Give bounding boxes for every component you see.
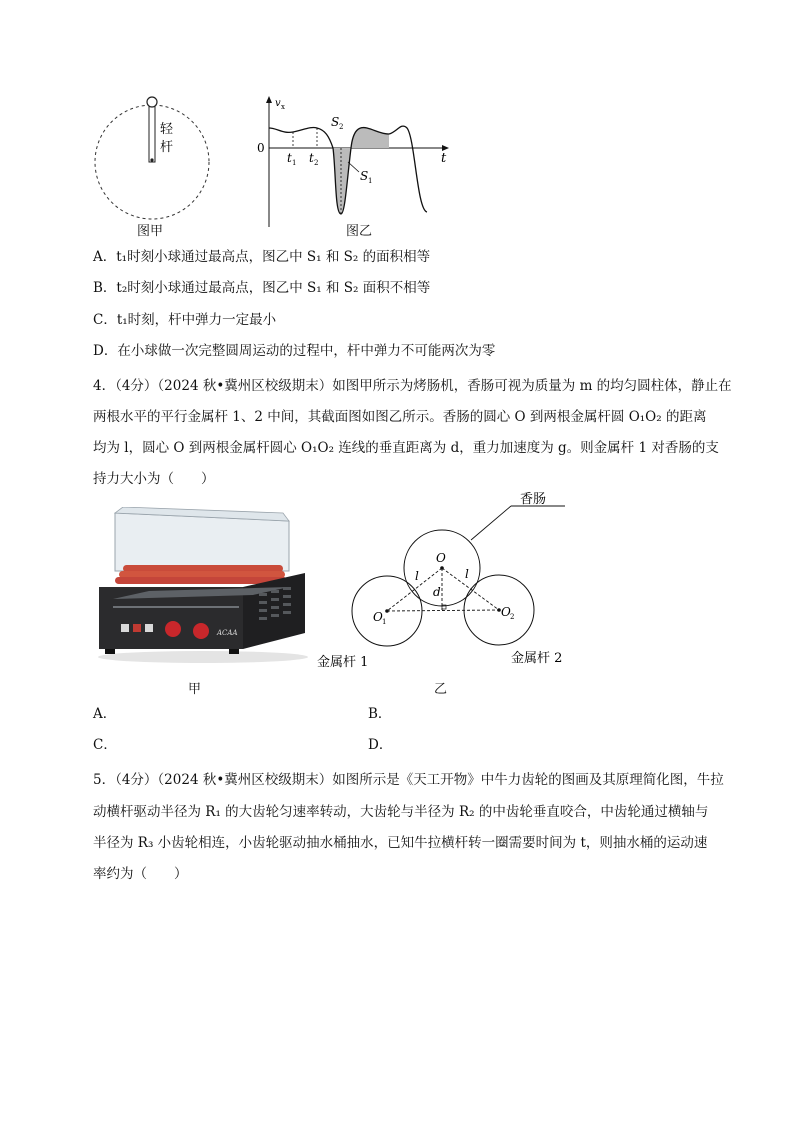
vx-label-sub: x (281, 103, 285, 111)
l-label-left: l (415, 569, 419, 583)
figure-right-caption: 图乙 (346, 224, 373, 239)
t2-label: t (309, 151, 314, 165)
q4-option-a: A． (93, 706, 117, 722)
q4-line-3: 均为 l，圆心 O 到两根金属杆圆心 O₁O₂ 连线的垂直距离为 d，重力加速度为 g。则金属杆 1 对香肠的支 (93, 440, 719, 456)
rod-label-2: 杆 (160, 140, 174, 155)
velocity-curve (269, 126, 427, 214)
rod1-label: 金属杆 1 (317, 655, 369, 670)
t1-label-sub: 1 (292, 159, 297, 167)
pivot-point (150, 158, 153, 161)
q3-option-b: B．t₂时刻小球通过最高点，图乙中 S₁ 和 S₂ 面积不相等 (93, 280, 431, 296)
d-label: d (433, 585, 441, 599)
q4-line-2: 两根水平的平行金属杆 1、2 中间，其截面图如图乙所示。香肠的圆心 O 到两根金属杆圆 O₁O₂ 的距离 (93, 409, 707, 425)
q4-line-1: 4．（4分）（2024 秋•冀州区校级期末）如图甲所示为烤肠机，香肠可视为质量为 m 的均匀圆柱体，静止在 (93, 378, 732, 394)
o-label: O (436, 551, 446, 565)
o1-label: O (373, 610, 383, 624)
figure-velocity-graph (255, 92, 455, 232)
s1-label-sub: 1 (368, 177, 373, 185)
t-axis-label: t (441, 151, 447, 166)
q4-option-c: C． (93, 737, 117, 753)
light-rod (149, 106, 155, 162)
vx-label: v (275, 98, 281, 109)
sausages (115, 565, 287, 584)
brand-label: ACAA (217, 629, 238, 637)
sausage-pointer (471, 506, 511, 540)
q5-line-1: 5．（4分）（2024 秋•冀州区校级期末）如图所示是《天工开物》中牛力齿轮的图画及其原理简化图，牛拉 (93, 772, 724, 788)
t1-label: t (287, 151, 292, 165)
figure-left-caption: 图甲 (137, 224, 164, 239)
diagram-caption: 乙 (434, 682, 448, 697)
s2-label-sub: 2 (339, 123, 344, 131)
line-o-o2 (442, 568, 499, 610)
switch-1 (121, 624, 129, 632)
line-o1-o2 (387, 610, 499, 611)
switch-2 (133, 624, 141, 632)
q4-line-4: 持力大小为（ ） (93, 471, 215, 487)
ball (147, 97, 157, 107)
figure-circle-rod (90, 92, 215, 240)
s2-label: S (331, 115, 340, 129)
origin-label: 0 (257, 141, 265, 155)
sausage-roaster-photo (93, 507, 315, 667)
cross-section-diagram (315, 488, 577, 676)
o2-label: O (501, 605, 511, 619)
t2-label-sub: 2 (314, 159, 319, 167)
q3-option-c: C．t₁时刻，杆中弹力一定最小 (93, 312, 277, 328)
sausage-label: 香肠 (520, 492, 547, 507)
o1-label-sub: 1 (382, 618, 387, 626)
q4-option-b: B． (368, 706, 392, 722)
s1-pointer (348, 162, 359, 172)
s1-label: S (360, 169, 369, 183)
photo-caption: 甲 (188, 682, 202, 697)
q3-option-d: D．在小球做一次完整圆周运动的过程中，杆中弹力不可能两次为零 (93, 343, 496, 359)
l-label-right: l (465, 567, 469, 581)
o2-label-sub: 2 (510, 613, 515, 621)
knob-2 (193, 623, 209, 639)
q5-line-3: 半径为 R₃ 小齿轮相连，小齿轮驱动抽水桶抽水，已知牛拉横杆转一圈需要时间为 t，则抽水桶的运动速 (93, 835, 708, 851)
q4-option-d: D． (368, 737, 393, 753)
q3-option-a: A．t₁时刻小球通过最高点，图乙中 S₁ 和 S₂ 的面积相等 (93, 249, 431, 265)
vx-axis-arrow (266, 96, 272, 103)
shadow (98, 651, 308, 663)
knob-1 (165, 621, 181, 637)
rod2-label: 金属杆 2 (511, 651, 563, 666)
roaster-body-side (243, 573, 305, 649)
q5-line-4: 率约为（ ） (93, 866, 188, 882)
rod-label-1: 轻 (160, 122, 174, 137)
switch-3 (145, 624, 153, 632)
glass-cover (115, 513, 289, 571)
q5-line-2: 动横杆驱动半径为 R₁ 的大齿轮匀速率转动，大齿轮与半径为 R₂ 的中齿轮垂直咬合，中齿轮通过横轴与 (93, 804, 709, 820)
